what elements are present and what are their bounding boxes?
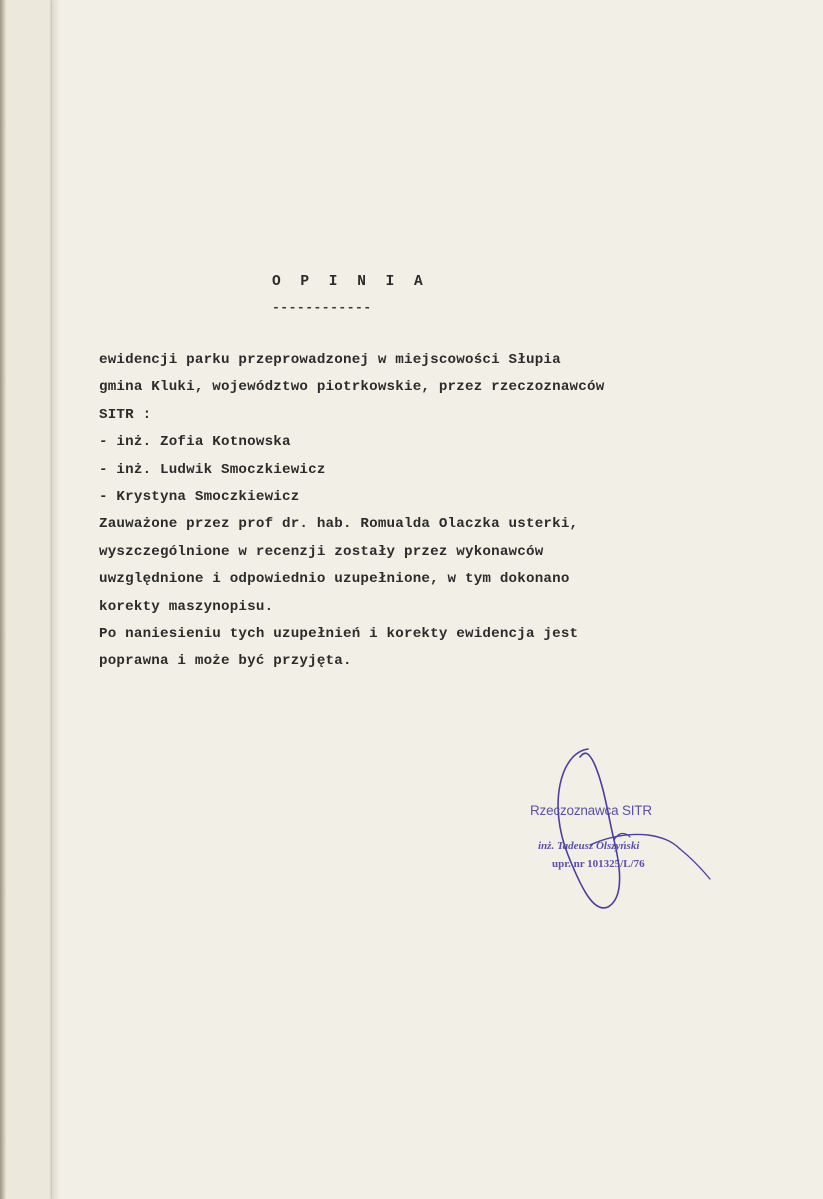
body-line: gmina Kluki, województwo piotrkowskie, przez rzeczoznawców [99,379,605,396]
body-line: Po naniesieniu tych uzupełnień i korekty ewidencja jest [99,626,579,643]
body-line: - Krystyna Smoczkiewicz [99,489,300,506]
body-line: - inż. Zofia Kotnowska [99,434,291,451]
binding-edge [0,0,6,1199]
page-shadow [52,0,60,1199]
body-line: korekty maszynopisu. [99,598,274,615]
title-underline: ------------ [272,300,372,315]
stamp-name: inż. Tadeusz Olszyński [538,840,640,852]
stamp-title: Rzeczoznawca SITR [530,803,652,818]
body-line: poprawna i może być przyjęta. [99,653,352,670]
stamp-number: upr. nr 101325/L/76 [552,858,645,870]
body-line: wyszczególnione w recenzji zostały przez wykonawców [99,543,544,560]
official-stamp [530,745,720,915]
document-body [99,347,759,676]
body-line: Zauważone przez prof dr. hab. Romualda Olaczka usterki, [99,516,579,533]
body-line: uwzględnione i odpowiednio uzupełnione, w tym dokonano [99,571,570,588]
body-line: SITR : [99,406,152,423]
body-line: - inż. Ludwik Smoczkiewicz [99,461,326,478]
document-title: O P I N I A [272,274,429,290]
handwritten-signature [530,745,720,915]
body-line: ewidencji parku przeprowadzonej w miejscowości Słupia [99,352,561,368]
